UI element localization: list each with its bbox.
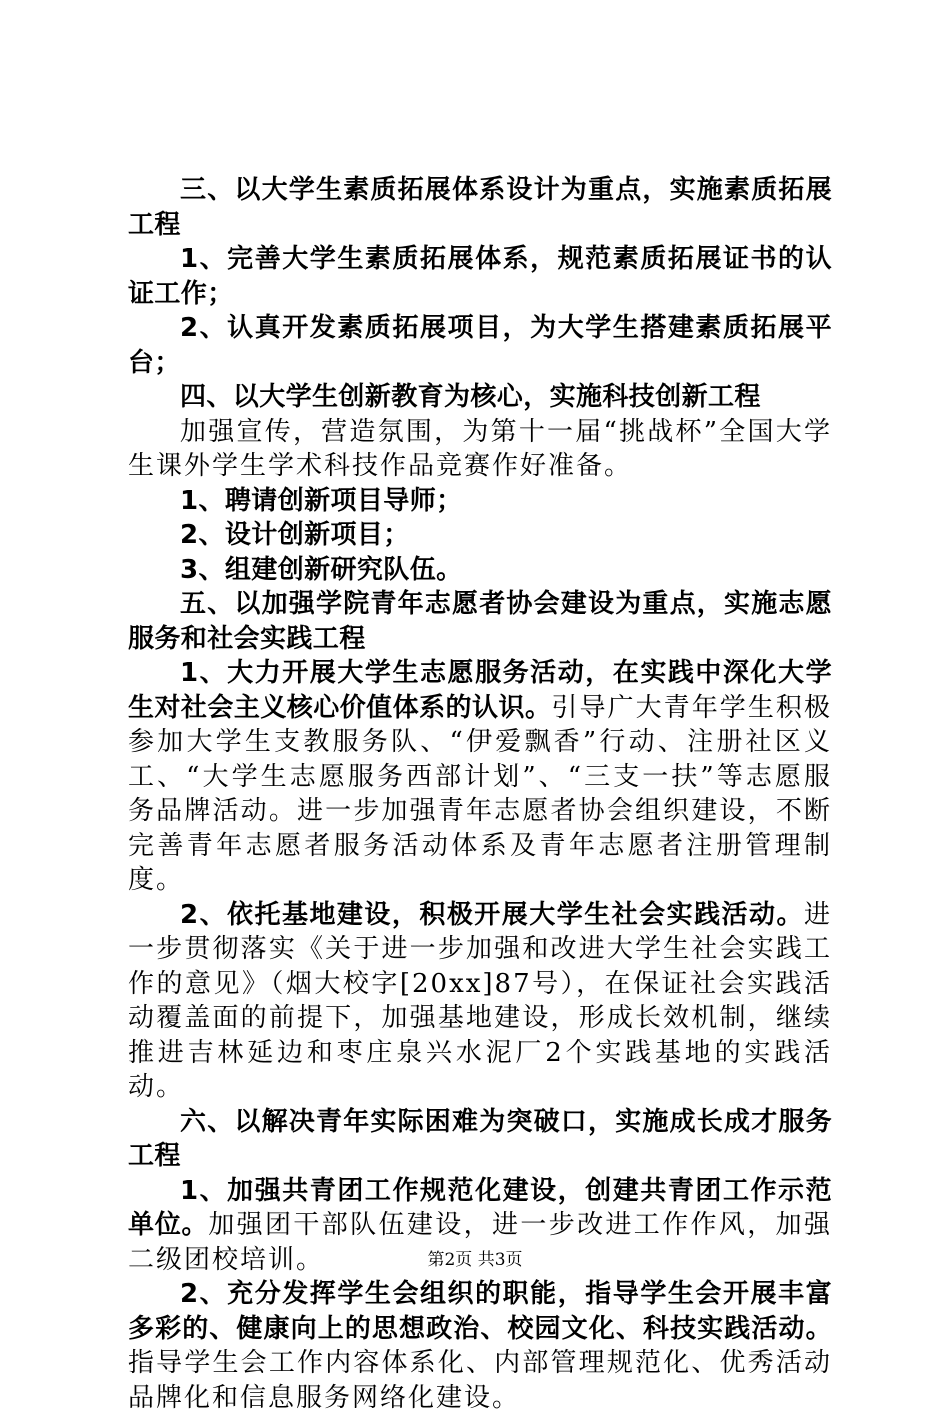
section-heading-6: 六、以解决青年实际困难为突破口，实施成长成才服务工程 xyxy=(128,1106,832,1171)
list-item: 2、设计创新项目； xyxy=(180,520,410,550)
section-heading-4: 四、以大学生创新教育为核心，实施科技创新工程 xyxy=(180,382,761,412)
paragraph-lead: 2、依托基地建设，积极开展大学生社会实践活动。 xyxy=(180,899,804,930)
paragraph-text: 进一步贯彻落实《关于进一步加强和改进大学生社会实践工作的意见》（烟大校字[20xx]87号），在保证社会实践活动覆盖面的前提下，加强基地建设，形成长效机制，继续推进吉林延边和枣庄泉兴水泥厂2个实践基地的实践活动。 xyxy=(128,899,832,1102)
paragraph-lead: 1、大力开展大学生志愿服务活动，在实践中深化大学生对社会主义核心价值体系的认识。 xyxy=(128,658,832,723)
list-item: 1、完善大学生素质拓展体系，规范素质拓展证书的认证工作； xyxy=(128,244,832,309)
paragraph-lead: 2、充分发挥学生会组织的职能，指导学生会开展丰富多彩的、健康向上的思想政治、校园文化、科技实践活动。 xyxy=(128,1279,832,1344)
body-paragraph: 加强宣传，营造氛围，为第十一届“挑战杯”全国大学生课外学生学术科技作品竞赛作好准备。 xyxy=(128,416,832,481)
paragraph-text: 引导广大青年学生积极参加大学生支教服务队、“伊爱飘香”行动、注册社区义工、“大学生志愿服务西部计划”、“三支一扶”等志愿服务品牌活动。进一步加强青年志愿者协会组织建设，不断完善青年志愿者服务活动体系及青年志愿者注册管理制度。 xyxy=(128,692,832,895)
list-item: 1、聘请创新项目导师； xyxy=(180,485,463,516)
section-heading-5: 五、以加强学院青年志愿者协会建设为重点，实施志愿服务和社会实践工程 xyxy=(128,589,832,654)
paragraph-text: 加强团干部队伍建设，进一步改进工作作风，加强二级团校培训。 xyxy=(128,1210,832,1275)
document-body xyxy=(128,173,832,1415)
paragraph-text: 指导学生会工作内容体系化、内部管理规范化、优秀活动品牌化和信息服务网络化建设。 xyxy=(128,1348,832,1413)
body-paragraph xyxy=(128,656,832,898)
section-heading-3: 三、以大学生素质拓展体系设计为重点，实施素质拓展工程 xyxy=(128,175,832,240)
list-item: 3、组建创新研究队伍。 xyxy=(180,554,463,585)
list-item: 2、认真开发素质拓展项目，为大学生搭建素质拓展平台； xyxy=(128,313,832,378)
body-paragraph xyxy=(128,1277,832,1415)
page-number-footer: 第2页 共3页 xyxy=(427,1250,523,1270)
paragraph-lead: 1、加强共青团工作规范化建设，创建共青团工作示范单位。 xyxy=(128,1175,832,1240)
body-paragraph xyxy=(128,898,832,1105)
